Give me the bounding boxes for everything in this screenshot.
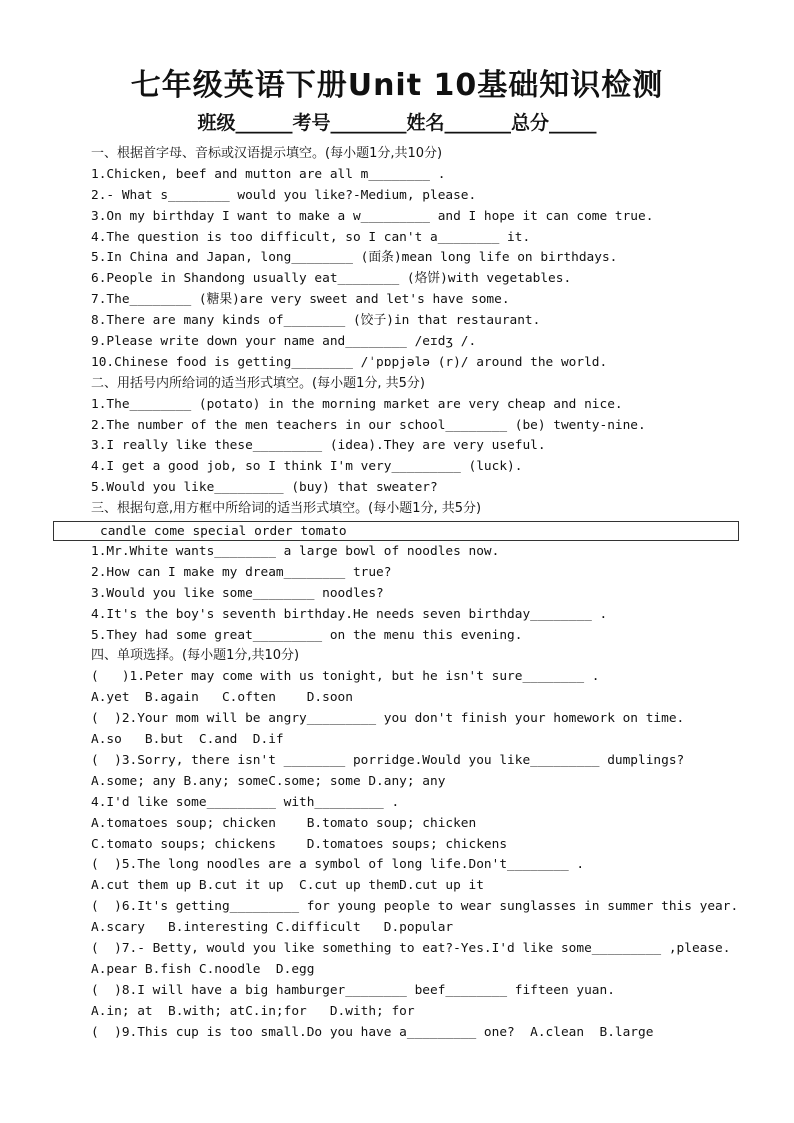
question-line: 2.The number of the men teachers in our school________ (be) twenty-nine. [91, 417, 646, 433]
question-line: ( )5.The long noodles are a symbol of long life.Don't________ . [91, 857, 585, 873]
options-line: A.scary B.interesting C.difficult D.popular [91, 920, 454, 936]
section-heading: 四、单项选择。(每小题1分,共10分) [91, 648, 300, 664]
question-line: ( )7.- Betty, would you like something to eat?-Yes.I'd like some_________ ,please. [91, 940, 731, 956]
student-info-line: 班级______考号________姓名_______总分_____ [197, 112, 597, 134]
question-line: 5.Would you like_________ (buy) that sweater? [91, 480, 438, 496]
question-line: ( )1.Peter may come with us tonight, but he isn't sure________ . [91, 669, 600, 685]
question-line: 6.People in Shandong usually eat________ (烙饼)with vegetables. [91, 271, 572, 287]
question-line: 1.Mr.White wants________ a large bowl of noodles now. [91, 544, 500, 560]
options-line: A.tomatoes soup; chicken B.tomato soup; chicken [91, 815, 477, 831]
section-heading: 三、根据句意,用方框中所给词的适当形式填空。(每小题1分, 共5分) [91, 501, 482, 517]
question-line: 4.The question is too difficult, so I can't a________ it. [91, 229, 531, 245]
question-line: 3.Would you like some________ noodles? [91, 585, 384, 601]
question-line: 10.Chinese food is getting________ /ˈpɒpjələ (r)/ around the world. [91, 354, 608, 370]
question-line: ( )9.This cup is too small.Do you have a_________ one? A.clean B.large [91, 1024, 654, 1040]
options-line: A.so B.but C.and D.if [91, 732, 284, 748]
word-box: candle come special order tomato [53, 521, 739, 541]
question-line: ( )8.I will have a big hamburger________ beef________ fifteen yuan. [91, 982, 615, 998]
question-line: ( )3.Sorry, there isn't ________ porridge.Would you like_________ dumplings? [91, 752, 685, 768]
section-heading: 二、用括号内所给词的适当形式填空。(每小题1分, 共5分) [91, 375, 425, 391]
question-line: 2.- What s________ would you like?-Medium, please. [91, 187, 477, 203]
question-line: 3.On my birthday I want to make a w_________ and I hope it can come true. [91, 208, 654, 224]
question-line: 8.There are many kinds of________ (饺子)in that restaurant. [91, 313, 541, 329]
options-line: C.tomato soups; chickens D.tomatoes soups; chickens [91, 836, 508, 852]
question-line: ( )6.It's getting_________ for young people to wear sunglasses in summer this year. [91, 899, 739, 915]
question-line: 1.The________ (potato) in the morning market are very cheap and nice. [91, 396, 623, 412]
options-line: A.in; at B.with; atC.in;for D.with; for [91, 1003, 415, 1019]
question-line: 1.Chicken, beef and mutton are all m________ . [91, 166, 446, 182]
options-line: A.cut them up B.cut it up C.cut up themD.cut up it [91, 878, 484, 894]
exercise-body [91, 144, 751, 1043]
question-line: 4.I'd like some_________ with_________ . [91, 794, 400, 810]
page-title: 七年级英语下册Unit 10基础知识检测 [130, 68, 664, 103]
question-line: 5.In China and Japan, long________ (面条)mean long life on birthdays. [91, 250, 618, 266]
question-line: 4.It's the boy's seventh birthday.He needs seven birthday________ . [91, 606, 608, 622]
question-line: 4.I get a good job, so I think I'm very_________ (luck). [91, 459, 523, 475]
question-line: 3.I really like these_________ (idea).They are very useful. [91, 438, 546, 454]
question-line: 9.Please write down your name and________ /eɪdʒ /. [91, 334, 477, 350]
options-line: A.some; any B.any; someC.some; some D.any; any [91, 773, 446, 789]
options-line: A.pear B.fish C.noodle D.egg [91, 961, 315, 977]
section-heading: 一、根据首字母、音标或汉语提示填空。(每小题1分,共10分) [91, 146, 443, 161]
options-line: A.yet B.again C.often D.soon [91, 690, 353, 706]
question-line: 7.The________ (糖果)are very sweet and let's have some. [91, 292, 510, 308]
question-line: 5.They had some great_________ on the menu this evening. [91, 627, 523, 643]
question-line: ( )2.Your mom will be angry_________ you don't finish your homework on time. [91, 711, 685, 727]
question-line: 2.How can I make my dream________ true? [91, 564, 392, 580]
